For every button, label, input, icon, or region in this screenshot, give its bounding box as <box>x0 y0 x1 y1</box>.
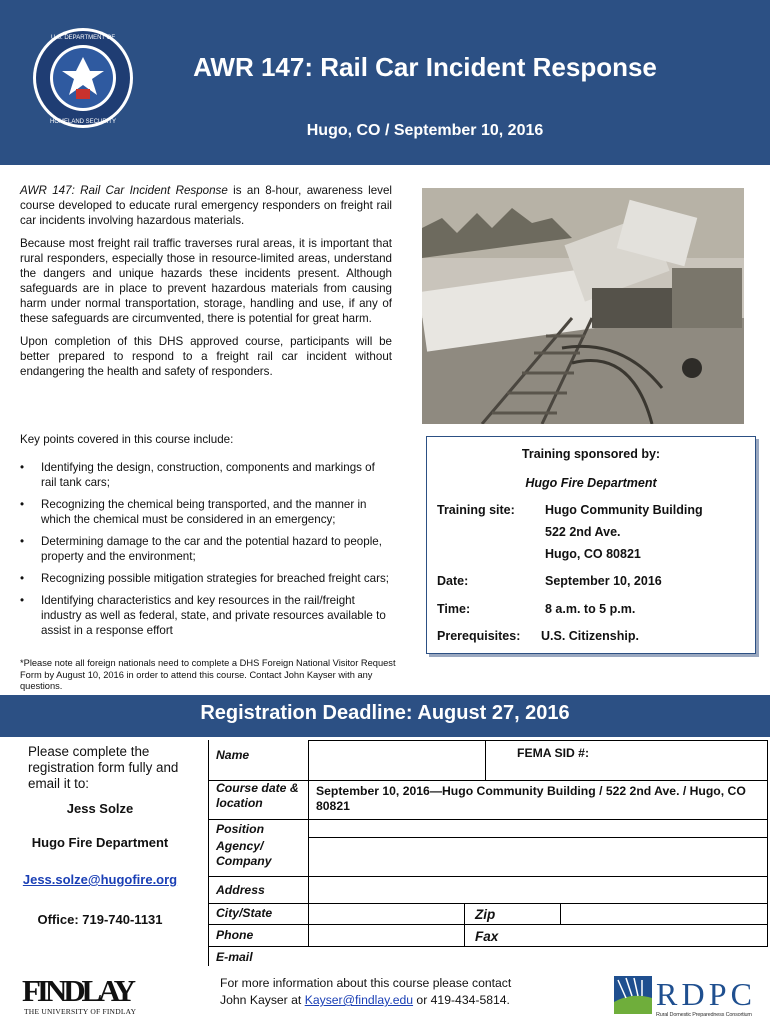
fema-sid-label: FEMA SID #: <box>517 746 589 760</box>
list-item: • Identifying the design, construction, components and markings of rail tank cars; <box>20 460 392 490</box>
intro-paragraph-2: Because most freight rail traffic traverses rural areas, it is important that rural responders, especially those in resource-limited areas, understand the dangers and unique hazards these incidents present. Although safeguards are in place to prevent hazardous materials from causing harm under normal transportation, storage, handling and use, if any of these safeguards are circumvented, there is potential for great harm. <box>20 237 392 325</box>
registration-instructions: Please complete the registration form fully and email it to: <box>28 744 179 791</box>
contact-org: Hugo Fire Department <box>31 835 169 850</box>
prereq-label: Prerequisites: <box>437 629 521 643</box>
date-value: September 10, 2016 <box>545 574 662 588</box>
training-info-box <box>426 436 756 654</box>
intro-paragraph-1 <box>20 183 392 228</box>
findlay-logo-text: FINDLAY <box>22 973 136 1008</box>
sponsor-heading: Training sponsored by: <box>521 447 661 461</box>
contact-office: Office: 719-740-1131 <box>37 912 163 927</box>
site-line-2: 522 2nd Ave. <box>545 525 621 539</box>
footer-info-prefix: John Kayser at <box>220 993 305 1007</box>
train-derailment-photo <box>422 188 744 424</box>
time-value: 8 a.m. to 5 p.m. <box>545 602 636 616</box>
list-item: • Identifying characteristics and key resources in the rail/freight industry as well as federal, state, and private resources available to assist in a response effort <box>20 593 392 638</box>
registration-form <box>208 740 768 966</box>
contact-email-link[interactable]: Jess.solze@hugofire.org <box>22 872 178 887</box>
rdpc-logo-text: RDPC <box>656 976 752 1012</box>
site-line-3: Hugo, CO 80821 <box>545 547 641 561</box>
footer-info-line-2 <box>220 992 600 1009</box>
email-label: E-mail <box>216 950 253 964</box>
kayser-email-link[interactable]: Kayser@findlay.edu <box>304 993 414 1007</box>
list-item: • Recognizing possible mitigation strategies for breached freight cars; <box>20 571 392 586</box>
sponsor-name: Hugo Fire Department <box>525 476 657 490</box>
phone-label: Phone <box>216 928 254 942</box>
city-state-label: City/State <box>216 906 273 920</box>
keypoints-title: Key points covered in this course include: <box>20 433 234 446</box>
list-item: • Recognizing the chemical being transported, and the manner in which the chemical must be considered in an emergency; <box>20 497 392 527</box>
findlay-logo <box>20 968 140 1016</box>
footer-contact-info <box>220 975 600 1009</box>
agency-label: Agency/ Company <box>216 839 272 868</box>
dhs-seal-icon <box>32 27 134 129</box>
course-value: September 10, 2016—Hugo Community Building / 522 2nd Ave. / Hugo, CO 80821 <box>316 784 746 813</box>
foreign-national-note: *Please note all foreign nationals need to complete a DHS Foreign National Visitor Request Form by August 10, 2016 in order to attend this course. Contact John Kayser with any questions. <box>20 658 396 691</box>
footer-info-line-1: For more information about this course please contact <box>220 976 512 990</box>
time-label: Time: <box>437 602 471 616</box>
findlay-logo-subtext: THE UNIVERSITY OF FINDLAY <box>24 1007 136 1016</box>
contact-name: Jess Solze <box>66 801 134 816</box>
site-label: Training site: <box>437 503 515 517</box>
page-title: AWR 147: Rail Car Incident Response <box>193 52 657 82</box>
seal-text-top: U.S. DEPARTMENT OF <box>50 35 116 41</box>
keypoints-list <box>20 460 392 645</box>
address-label: Address <box>216 883 265 897</box>
page-subtitle: Hugo, CO / September 10, 2016 <box>306 122 544 139</box>
rdpc-logo-subtext: Rural Domestic Preparedness Consortium <box>656 1012 752 1018</box>
prereq-value: U.S. Citizenship. <box>541 629 639 643</box>
position-label: Position <box>216 822 265 836</box>
site-line-1: Hugo Community Building <box>545 503 703 517</box>
intro-paragraph-3: Upon completion of this DHS approved course, participants will be better prepared to respond to a freight rail car incident without endangering the health and safety of responders. <box>20 335 392 378</box>
intro-text <box>20 183 392 387</box>
footer-info-suffix: or 419-434-5814. <box>413 993 510 1007</box>
name-label: Name <box>216 748 250 762</box>
registration-title: Registration Deadline: August 27, 2016 <box>200 702 570 724</box>
fax-label: Fax <box>475 929 499 944</box>
course-name-italic: AWR 147: Rail Car Incident Response <box>20 184 228 197</box>
zip-label: Zip <box>475 907 496 922</box>
seal-text-bottom: HOMELAND SECURITY <box>49 119 117 125</box>
intro-p1-rest: is an 8-hour, awareness level course developed to educate rural emergency responders on freight rail car incidents involving hazardous materials. <box>20 184 392 227</box>
date-label: Date: <box>437 574 469 588</box>
course-label: Course date & location <box>216 781 299 810</box>
list-item: • Determining damage to the car and the potential hazard to people, property and the environment; <box>20 534 392 564</box>
rdpc-logo <box>612 972 754 1018</box>
